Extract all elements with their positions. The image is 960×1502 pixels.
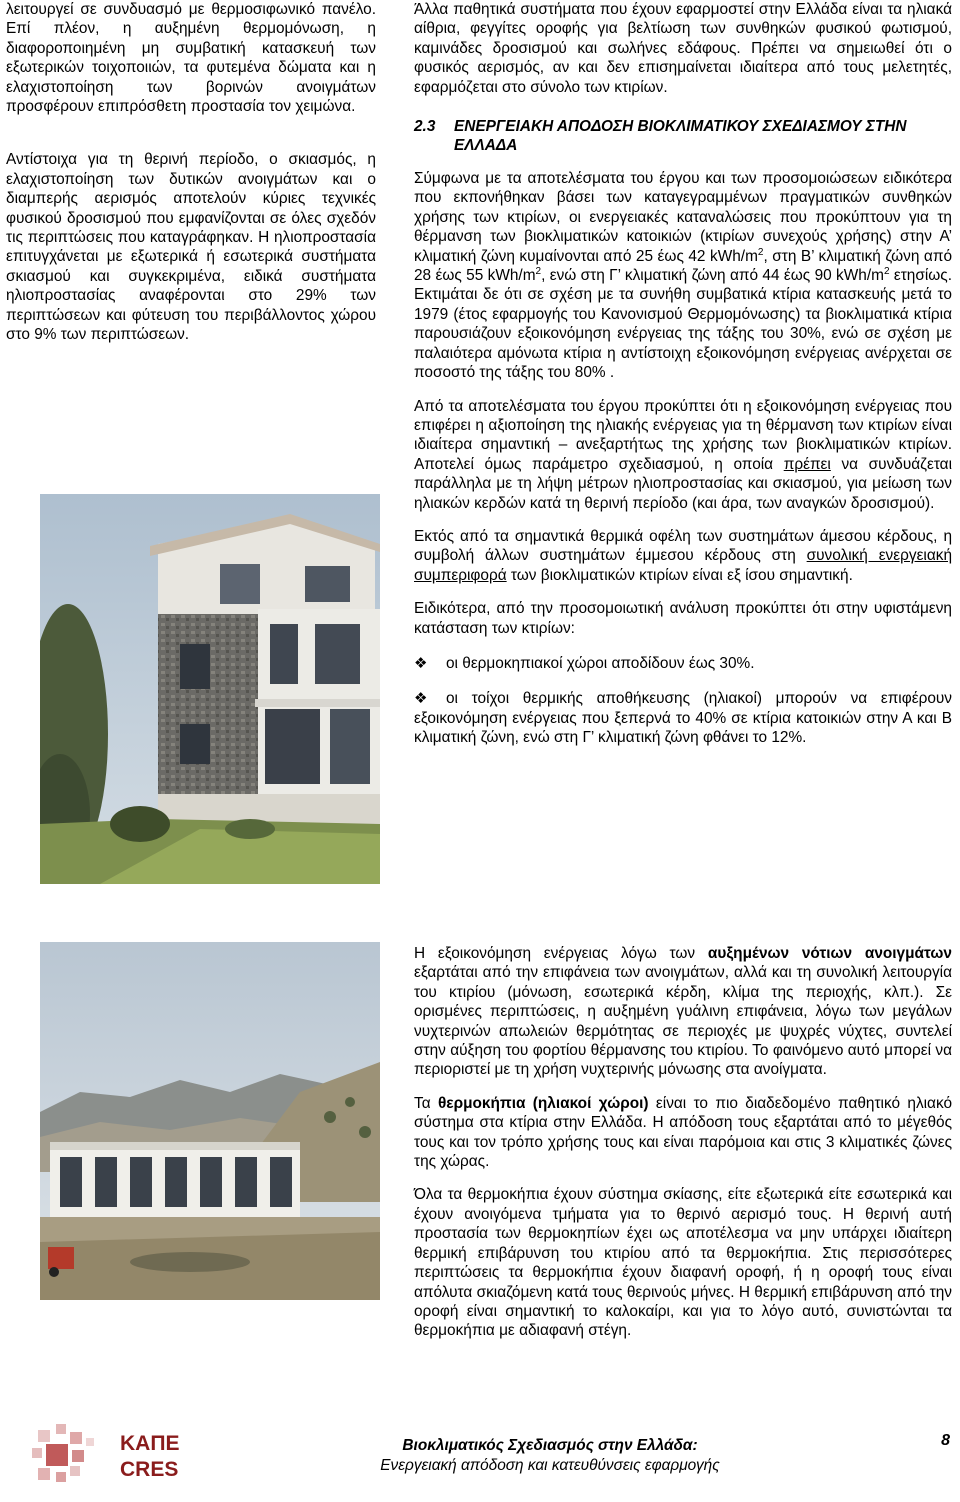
bold-text: θερμοκήπια (ηλιακοί χώροι) <box>437 1094 649 1112</box>
text-run: να συνδυάζεται παράλληλα με τη λήψη μέτρων ηλιοπροστασίας και σκιασμού, για μείωση των ηλιακών κερδών κατά τη θερινή περίοδο (και άρα, των αναγκών δροσισμού). <box>414 455 952 512</box>
paragraph-indirect-gain <box>414 527 952 585</box>
paragraph-heating: λειτουργεί σε συνδυασμό με θερμοσιφωνικό πανέλο. Επί πλέον, η αυξημένη θερμομόνωση, η διαφοροποιημένη μη συμβατική κατασκευή των εξωτερικών τοιχοποιιών, τα φυτεμένα δώματα και η ελαχιστοποίηση των βορινών ανοιγμάτων προσφέρουν επιπρόσθετη προστασία τον χειμώνα. <box>6 1 376 116</box>
paragraph-summer-cooling: Αντίστοιχα για τη θερινή περίοδο, ο σκιασμός, η ελαχιστοποίηση των δυτικών ανοιγμάτων και ο διαμπερής αερισμός αποτελούν κύριες τεχνικές φυσικού δροσισμού που εμφανίζονται σε όλες σχεδόν τις περιπτώσεις που καταγράφηκαν. Η ηλιοπροστασία επιτυγχάνεται με εξωτερικά ή εσωτερικά συστήματα σκιασμού και συγκεκριμένα, ειδικά συστήματα ηλιοπροστασίας αναφέρονται στο 29% των περιπτώσεων και φύτευση του περιβάλλοντος χώρου στο 9% των περιπτώσεων. <box>6 151 376 344</box>
paragraph-solar-energy <box>414 397 952 513</box>
text-run: είναι το πιο διαδεδομένο παθητικό ηλιακό σύστημα στα κτίρια στην Ελλάδα. Η απόδοση τους εξαρτάται από το μέγεθός τους και τον τρόπο χρήσης τους και είναι παρόμοια και στις 3 κλιματικές ζώνες της χώρας. <box>414 1094 953 1171</box>
paragraph-south-openings <box>414 944 952 1080</box>
house-illustration <box>40 494 380 884</box>
footer-title <box>280 1436 820 1476</box>
bold-text: αυξημένων νότιων ανοιγμάτων <box>707 945 952 962</box>
paragraph-passive-systems: Άλλα παθητικά συστήματα που έχουν εφαρμοστεί στην Ελλάδα είναι τα ηλιακά αίθρια, φεγγίτες οροφής για βελτίωση των συνθηκών φυσικού φωτισμού, καμινάδες δροσισμού και σωλήνες εδάφους. Πρέπει να σημειωθεί ότι ο φυσικός αερισμός, αν και δεν επισημαίνεται ιδιαίτερα από τους μελετητές, εφαρμόζεται στο σύνολο των κτιρίων. <box>414 1 952 96</box>
cres-logo-graphic <box>26 1418 216 1488</box>
cres-logo <box>26 1418 216 1488</box>
logo-text-gr: ΚΑΠΕ <box>120 1432 180 1455</box>
page-number: 8 <box>941 1432 950 1449</box>
photo-building-landscape <box>40 942 380 1300</box>
bullet-text: οι τοίχοι θερμικής αποθήκευσης (ηλιακοί) μπορούν να επιφέρουν εξοικονόμηση ενέργειας που ξεπερνά το 40% σε κτίρια κατοικιών στην Α και Β κλιματική ζώνη, ενώ στη Γ’ κλιματική ζώνη φθάνει το 12%. <box>414 690 952 747</box>
underlined-text: συνολική ενεργειακή συμπεριφορά <box>414 547 952 584</box>
logo-sunburst-icon <box>32 1424 94 1482</box>
footer-title-line2: Ενεργειακή απόδοση και κατευθύνσεις εφαρμογής <box>380 1457 720 1474</box>
paragraph-simulation-analysis: Ειδικότερα, από την προσομοιωτική ανάλυση προκύπτει ότι στην υφιστάμενη κατάσταση των κτιρίων: <box>414 600 952 637</box>
text-run: Σύμφωνα με τα αποτελέσματα του έργου και των προσομοιώσεων ειδικότερα που εκπονήθηκαν βάσει των καταγεγραμμένων πραγματικών συνθηκών χρήσης των κτιρίων, οι ενεργειακές καταναλώσεις που προκύπτουν για τη θέρμανση των βιοκλιματικών κατοικιών (κτιρίων συνεχούς χρήσης) στην Α’ κλιματική ζώνη κυμαίνονται από 25 έως 42 kWh/m <box>414 170 952 265</box>
text-run: εξαρτάται από την επιφάνεια των ανοιγμάτων, αλλά και τη συνολική λειτουργία του κτιρίου (μόνωση, εσωτερικά κέρδη, κλίμα της περιοχής, κλπ.). Σε ορισμένες περιπτώσεις, η αυξημένη γυάλινη επιφάνεια, λόγω των μεγάλων νυχτερινών απωλειών θερμότητας σε περιοχές με ψυχρές νύχτες, συντελεί στην αύξηση του φορτίου θέρμανσης του κτιρίου. Το φαινόμενο αυτό μπορεί να περιοριστεί με τη χρήση νυχτερινής μόνωσης στα ανοίγματα. <box>414 964 952 1079</box>
bullet-item <box>414 654 952 673</box>
left-column <box>6 0 376 345</box>
bullet-text: οι θερμοκηπιακοί χώροι αποδίδουν έως 30%. <box>446 654 755 672</box>
superscript: 2 <box>883 265 890 277</box>
text-run: Εκτός από τα σημαντικά θερμικά οφέλη των συστημάτων άμεσου κέρδους, η συμβολή άλλων συστημάτων έμμεσου κέρδους στη <box>414 527 952 565</box>
text-run: Τα <box>414 1094 438 1112</box>
text-run: , στη Β’ κλιματική ζώνη από 28 έως 55 kWh/m <box>414 247 952 285</box>
underlined-text: πρέπει <box>783 455 831 473</box>
superscript: 2 <box>757 246 764 258</box>
paragraph-greenhouses <box>414 1094 952 1172</box>
text-run: Από τα αποτελέσματα του έργου προκύπτει ότι η εξοικονόμηση ενέργειας που επιφέρει η αξιοποίηση της ηλιακής ενέργειας για τη θέρμανση των κτιρίων είναι ιδιαίτερα σημαντική – ανεξαρτήτως της χρήσης των βιοκλιματικών κτιρίων. Αποτελεί όμως παράμετρο σχεδιασμού, η οποία <box>414 397 952 473</box>
paragraph-greenhouse-shading: Όλα τα θερμοκήπια έχουν σύστημα σκίασης, είτε εξωτερικά είτε εσωτερικά και έχουν ανοιγόμενα τμήματα για το θερινό αερισμό τους. Η θερινή αυτή προστασία των θερμοκηπίων έχει ως αποτέλεσμα να μην υπάρχει ιδιαίτερη θερμική επιβάρυνση του κτιρίου από τα θερμοκήπια. Στις περισσότερες περιπτώσεις τα θερμοκήπια έχουν διαφανή οροφή, ή η οροφή τους είναι απόλυτα σκιαζόμενη κατά τους θερινούς μήνες. Η θερμική επιβάρυνση από την οροφή είναι σημαντική το καλοκαίρι, και για το λόγο αυτό, συνιστώνται τα θερμοκήπια με αδιαφανή στέγη. <box>414 1186 952 1340</box>
section-title: ΕΝΕΡΓΕΙΑΚΗ ΑΠΟΔΟΣΗ ΒΙΟΚΛΙΜΑΤΙΚΟΥ ΣΧΕΔΙΑΣΜΟΥ ΣΤΗΝ ΕΛΛΑΔΑ <box>454 118 907 155</box>
logo-text-en: CRES <box>120 1458 179 1481</box>
text-run: , ενώ στη Γ’ κλιματική ζώνη από 44 έως 90 kWh/m <box>541 267 884 285</box>
superscript: 2 <box>535 265 542 277</box>
bullet-item <box>414 689 952 747</box>
bullet-diamond-icon: ❖ <box>414 654 428 672</box>
landscape-illustration <box>40 942 380 1300</box>
section-number: 2.3 <box>414 118 436 136</box>
text-run: Η εξοικονόμηση ενέργειας λόγω των <box>414 945 708 962</box>
text-run: ετησίως. Εκτιμάται δε ότι σε σχέση με τα συνήθη συμβατικά κτίρια κατασκευής μετά το 1979 (έτος εφαρμογής του Κανονισμού Θερμομόνωσης) τα βιοκλιματικά κτίρια παρουσιάζουν εξοικονόμηση ενέργειας της τάξης του 30%, ενώ σε σχέση με παλαιότερα αμόνωτα κτίρια η αντίστοιχη εξοικονόμηση ενέργειας ανέρχεται σε ποσοστό της τάξης του 80% . <box>414 267 952 382</box>
section-heading <box>414 117 952 155</box>
paragraph-energy-results <box>414 169 952 382</box>
right-column-lower <box>414 944 952 1341</box>
right-column <box>414 0 952 748</box>
photo-bioclimatic-house <box>40 494 380 884</box>
footer-title-line1: Βιοκλιματικός Σχεδιασμός στην Ελλάδα: <box>402 1437 698 1454</box>
bullet-diamond-icon: ❖ <box>414 690 428 708</box>
text-run: των βιοκλιματικών κτιρίων είναι εξ ίσου σημαντική. <box>506 566 853 584</box>
